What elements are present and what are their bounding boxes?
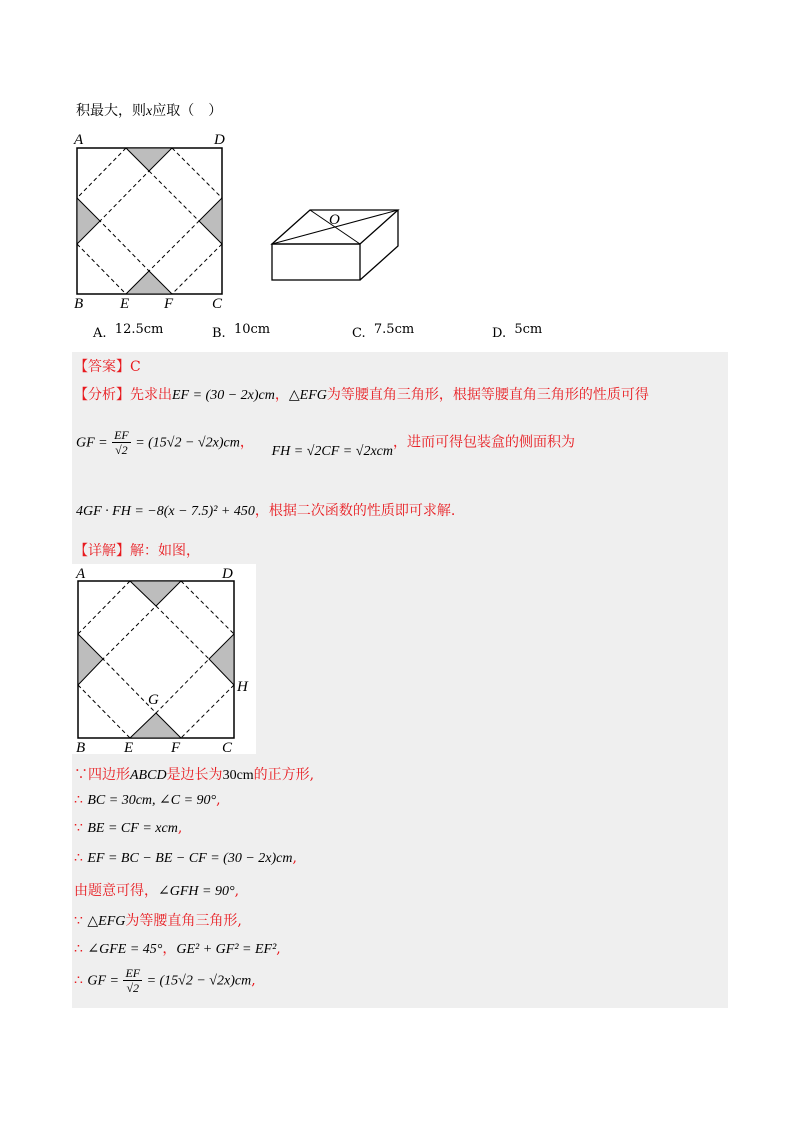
label-A: A: [74, 132, 84, 148]
analysis-line-2: [76, 428, 575, 457]
text: ，根据二次函数的性质即可求解.: [254, 503, 456, 519]
text: ,: [251, 972, 256, 989]
label-A: A: [76, 566, 86, 582]
option-value: 5cm: [514, 322, 543, 337]
formula: EF = BC − BE − CF = (30 − 2x)cm: [87, 851, 293, 866]
detail-step-3: [74, 820, 182, 837]
label-C: C: [222, 740, 233, 754]
text: 解：如图，: [130, 543, 200, 559]
fraction: [112, 428, 131, 457]
detail-step-8: [74, 966, 256, 995]
label-E: E: [124, 740, 134, 754]
text: 由题意可得，: [74, 883, 158, 899]
formula: = (15√2 − √2x)cm: [146, 973, 252, 989]
text: 为等腰直角三角形，根据等腰直角三角形的性质可得: [326, 387, 649, 403]
option-value: 12.5cm: [114, 322, 164, 337]
label-B: B: [74, 296, 84, 310]
therefore-symbol: ∴: [74, 941, 83, 957]
text: 先求出: [130, 387, 172, 403]
text: 是边长为: [166, 767, 223, 783]
detail-step-2: [74, 792, 221, 809]
text: ,: [292, 850, 297, 866]
formula: ∠GFH = 90°: [158, 884, 235, 899]
detail-step-1: [74, 764, 314, 784]
text: 的正方形,: [253, 767, 315, 783]
stem-text: 积最大，则: [76, 103, 146, 119]
label-F: F: [171, 740, 181, 754]
option-B[interactable]: [212, 322, 271, 341]
option-value: 7.5cm: [373, 322, 415, 337]
question-square-figure: [70, 130, 240, 310]
text: ,: [177, 820, 183, 836]
formula: △EFG: [288, 388, 327, 403]
text: ,: [234, 883, 240, 899]
box-figure: [262, 200, 412, 290]
label-D: D: [214, 132, 225, 148]
formula: ABCD: [130, 768, 167, 783]
analysis-line-3: [76, 500, 455, 520]
because-symbol: ∵: [74, 820, 83, 836]
numerator: EF: [125, 966, 141, 980]
answer-line: [74, 356, 141, 376]
formula: FH = √2CF = √2xcm: [271, 443, 393, 459]
formula: 30cm: [222, 768, 254, 783]
option-letter: B.: [212, 326, 226, 341]
option-value: 10cm: [233, 322, 271, 337]
denominator: √2: [126, 981, 140, 995]
option-letter: C.: [352, 326, 366, 341]
analysis-line-1: [74, 384, 649, 404]
formula: GF =: [87, 973, 119, 989]
text: ，: [274, 387, 289, 403]
therefore-symbol: ∴: [74, 850, 83, 866]
detail-square-figure: [72, 564, 256, 754]
detail-heading: [74, 540, 200, 560]
label-H: H: [237, 679, 248, 695]
text: 为等腰直角三角形,: [125, 913, 242, 929]
therefore-symbol: ∴: [74, 792, 83, 808]
label-F: F: [164, 296, 174, 310]
label-E: E: [120, 296, 130, 310]
option-D[interactable]: [492, 322, 543, 341]
detail-step-7: [74, 938, 281, 958]
detail-step-5: [74, 880, 239, 900]
detail-step-4: [74, 850, 297, 867]
option-letter: A.: [93, 326, 107, 341]
text: ,: [216, 792, 221, 808]
formula: GE² + GF² = EF²: [176, 942, 277, 957]
option-letter: D.: [492, 326, 507, 341]
analysis-tag: 【分析】: [74, 387, 130, 403]
label-C: C: [212, 296, 223, 310]
stem-var: x: [146, 104, 153, 119]
option-C[interactable]: [352, 322, 415, 341]
option-A[interactable]: [93, 322, 164, 341]
question-stem: [76, 100, 222, 120]
label-O: O: [329, 212, 340, 228]
detail-tag: 【详解】: [74, 543, 130, 559]
formula: BC = 30cm, ∠C = 90°: [87, 793, 217, 808]
text: ∵四边形: [74, 767, 130, 783]
formula: △EFG: [87, 914, 126, 929]
because-symbol: ∵: [74, 913, 83, 929]
label-D: D: [222, 566, 233, 582]
formula: EF = (30 − 2x)cm: [172, 388, 275, 403]
text: ,: [276, 941, 281, 957]
answer-value: C: [130, 359, 141, 375]
therefore-symbol: ∴: [74, 972, 83, 989]
denominator: √2: [115, 443, 128, 457]
formula: 4GF · FH = −8(x − 7.5)² + 450: [76, 504, 255, 519]
label-B: B: [76, 740, 86, 754]
text: ，: [239, 434, 254, 451]
answer-tag: 【答案】: [74, 359, 130, 375]
text: ，: [162, 941, 177, 957]
numerator: EF: [114, 428, 129, 442]
detail-step-6: [74, 910, 242, 930]
formula: GF =: [76, 435, 108, 451]
stem-end: 应取（ ）: [152, 103, 223, 119]
formula: ∠GFE = 45°: [87, 942, 163, 957]
formula: = (15√2 − √2x)cm: [135, 435, 240, 451]
text: ，进而可得包装盒的侧面积为: [392, 434, 575, 451]
label-G: G: [148, 692, 159, 708]
formula: BE = CF = xcm: [87, 821, 178, 836]
fraction: [123, 966, 142, 995]
